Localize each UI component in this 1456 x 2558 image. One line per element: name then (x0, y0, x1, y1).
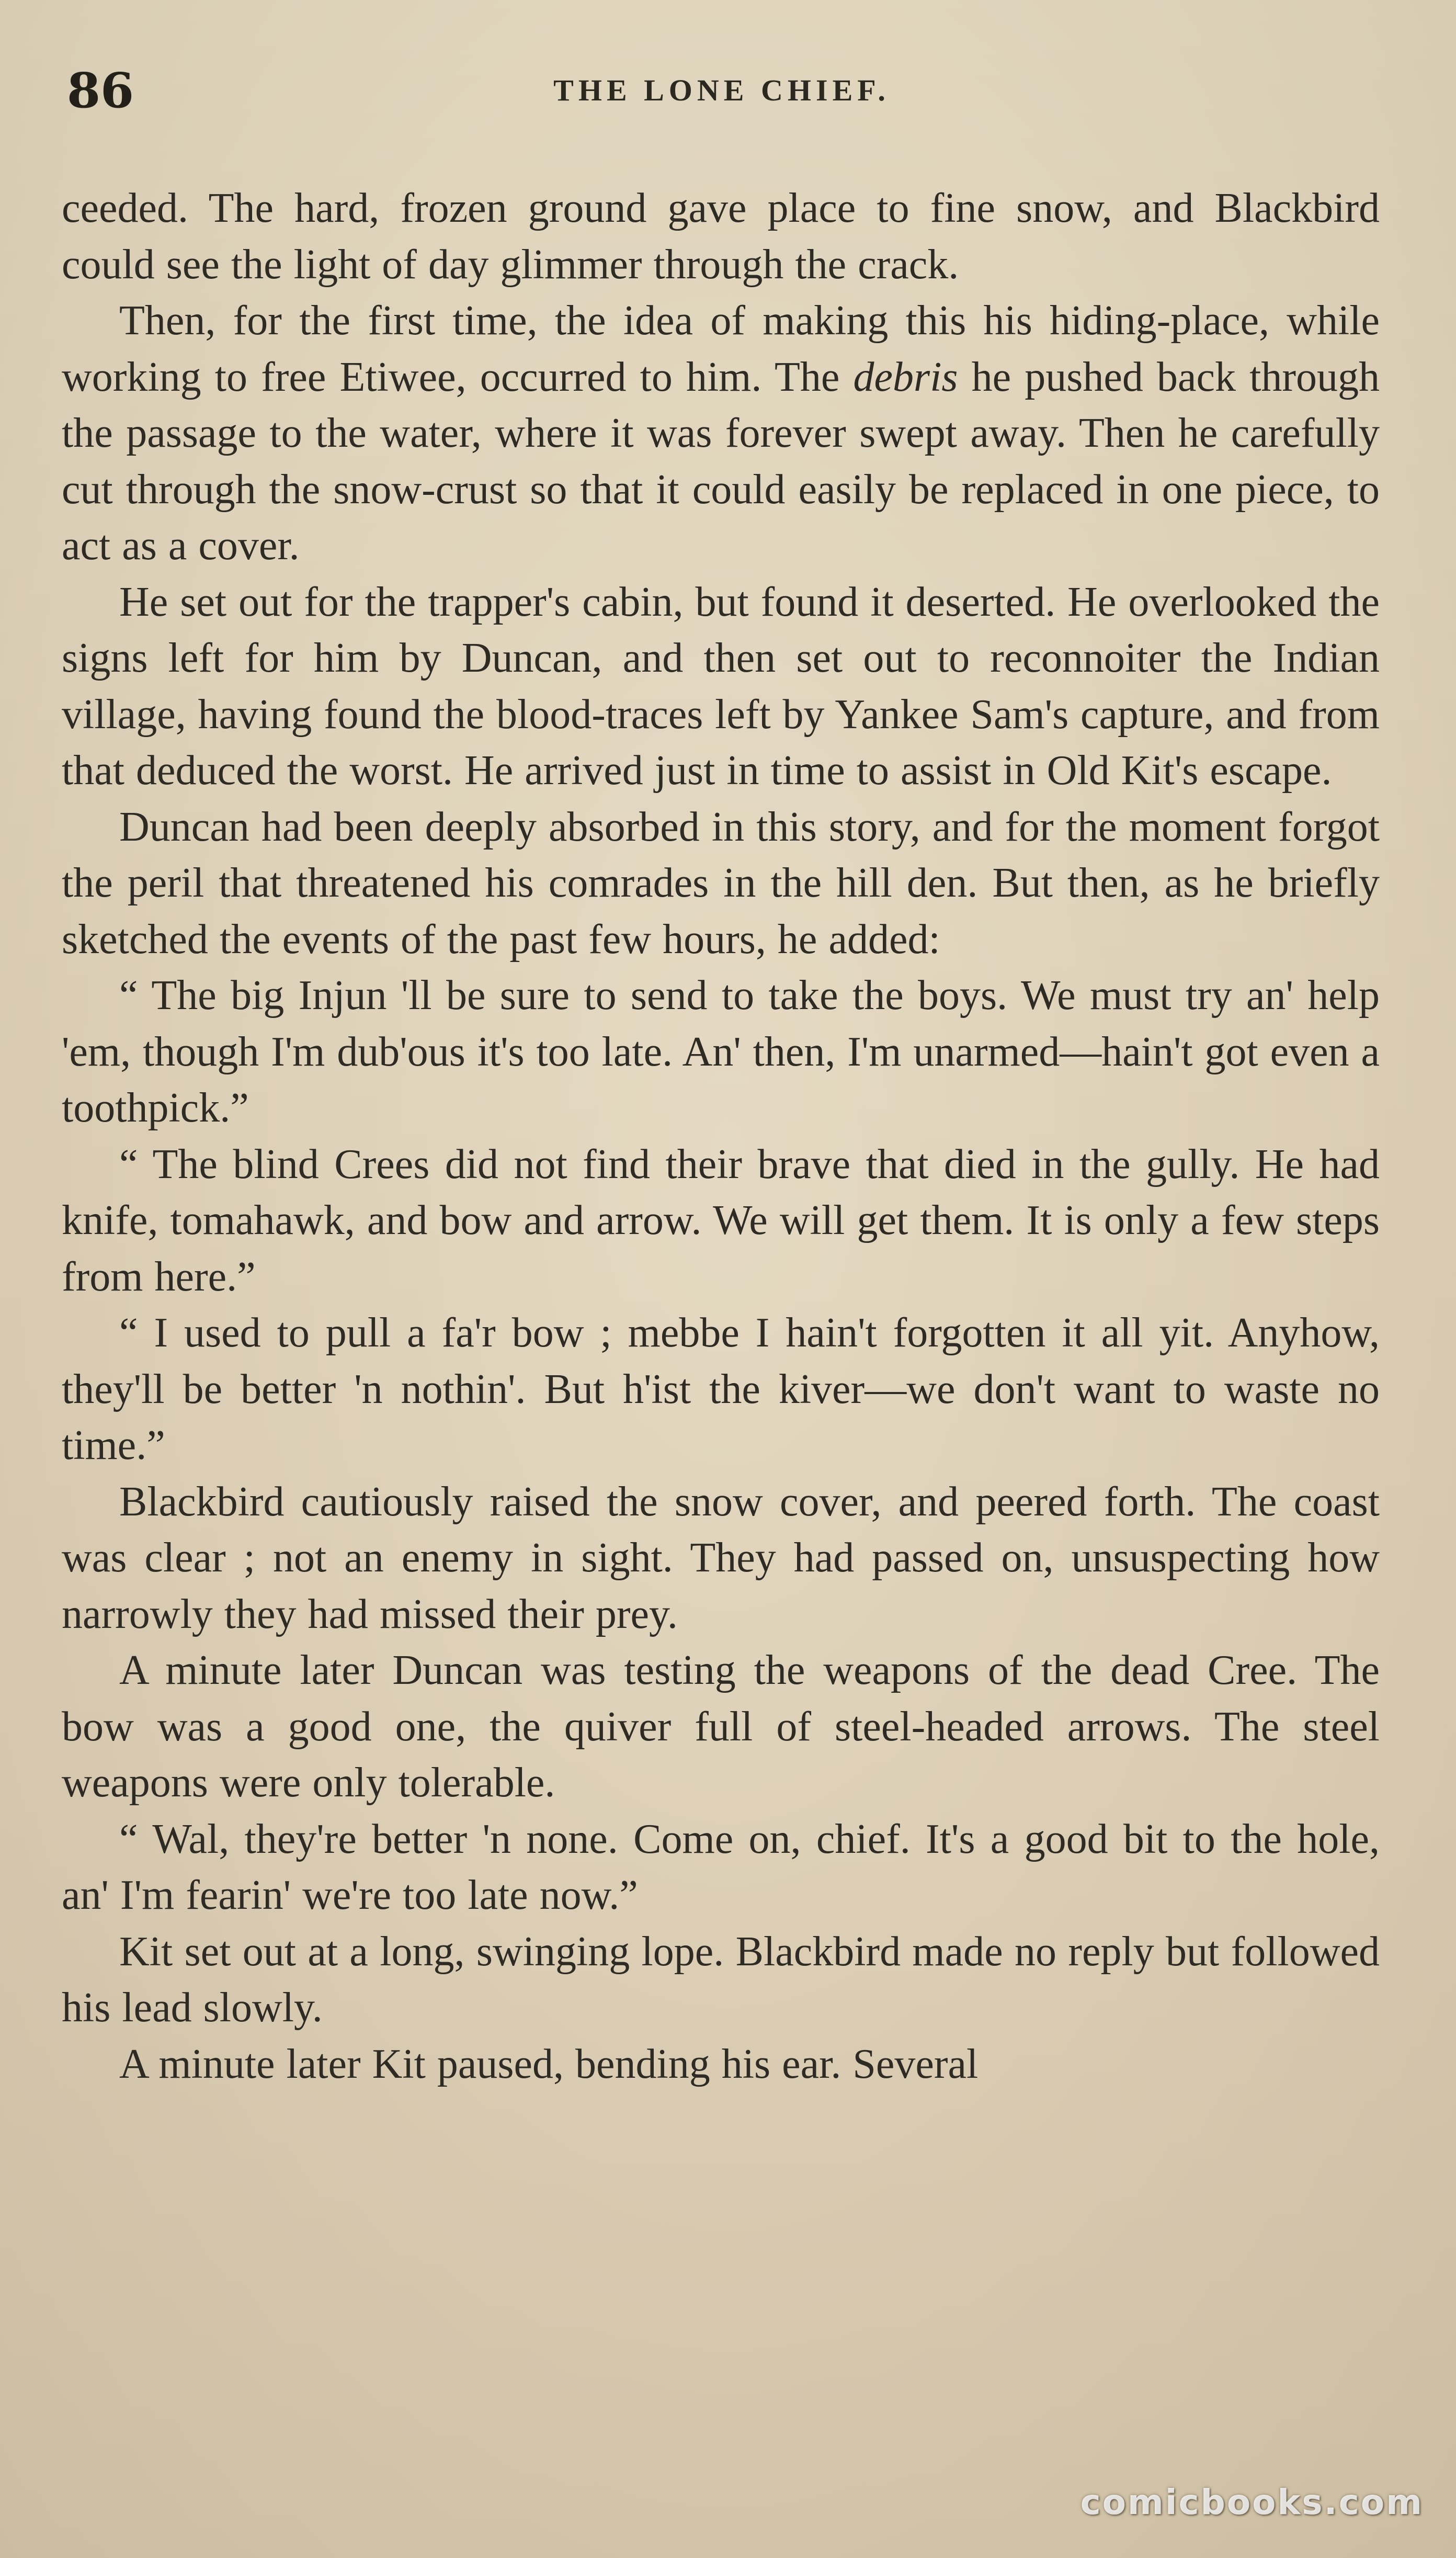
watermark: comicbooks.com (1080, 2482, 1424, 2522)
paragraph-5: “ The big Injun 'll be sure to send to take the boys. We must try an' help 'em, though I'm dub'ous it's too late. An' then, I'm unarmed—hain't got even a toothpick.” (62, 972, 1380, 1131)
running-head: THE LONE CHIEF. (553, 73, 890, 107)
paragraph-10: “ Wal, they're better 'n none. Come on, chief. It's a good bit to the hole, an' I'm fearin' we're too late now.” (62, 1816, 1380, 1918)
paragraph-9: A minute later Duncan was testing the weapons of the dead Cree. The bow was a good one, the quiver full of steel-headed arrows. The steel weapons were only tolerable. (62, 1647, 1380, 1806)
page-number: 86 (67, 62, 134, 119)
page-header (63, 62, 1381, 119)
paragraph-7: “ I used to pull a fa'r bow ; mebbe I hain't forgotten it all yit. Anyhow, they'll be better 'n nothin'. But h'ist the kiver—we don't want to waste no time.” (62, 1310, 1380, 1468)
italic-word-debris: debris (853, 354, 958, 400)
paragraph-2-part-1: Then, for the first time, the idea of making this his hiding-place, while working to free Etiwee, occurred to him. The (62, 298, 1380, 400)
paragraph-6: “ The blind Crees did not find their brave that died in the gully. He had knife, tomahawk, and bow and arrow. We will get them. It is only a few steps from here.” (62, 1141, 1380, 1300)
paragraph-12: A minute later Kit paused, bending his ear. Several (119, 2041, 979, 2087)
paragraph-2-part-2: he pushed back through the passage to the water, where it was forever swept away. Then he carefully cut through the snow-crust so that it could easily be replaced in one piece, to act as a cover. (62, 354, 1380, 569)
paragraph-8: Blackbird cautiously raised the snow cover, and peered forth. The coast was clear ; not an enemy in sight. They had passed on, unsuspecting how narrowly they had missed their prey. (62, 1478, 1380, 1637)
paragraph-4: Duncan had been deeply absorbed in this story, and for the moment forgot the peril that threatened his comrades in the hill den. But then, as he briefly sketched the events of the past few hours, he added: (62, 803, 1380, 963)
body-text (62, 180, 1380, 2092)
paragraph-3: He set out for the trapper's cabin, but found it deserted. He overlooked the signs left for him by Duncan, and then set out to reconnoiter the Indian village, having found the blood-traces left by Yankee Sam's capture, and from that deduced the worst. He arrived just in time to assist in Old Kit's escape. (62, 579, 1380, 794)
paragraph-2 (62, 293, 1380, 574)
paragraph-1: ceeded. The hard, frozen ground gave place to fine snow, and Blackbird could see the light of day glimmer through the crack. (62, 185, 1380, 288)
paragraph-11: Kit set out at a long, swinging lope. Blackbird made no reply but followed his lead slowly. (62, 1928, 1380, 2031)
